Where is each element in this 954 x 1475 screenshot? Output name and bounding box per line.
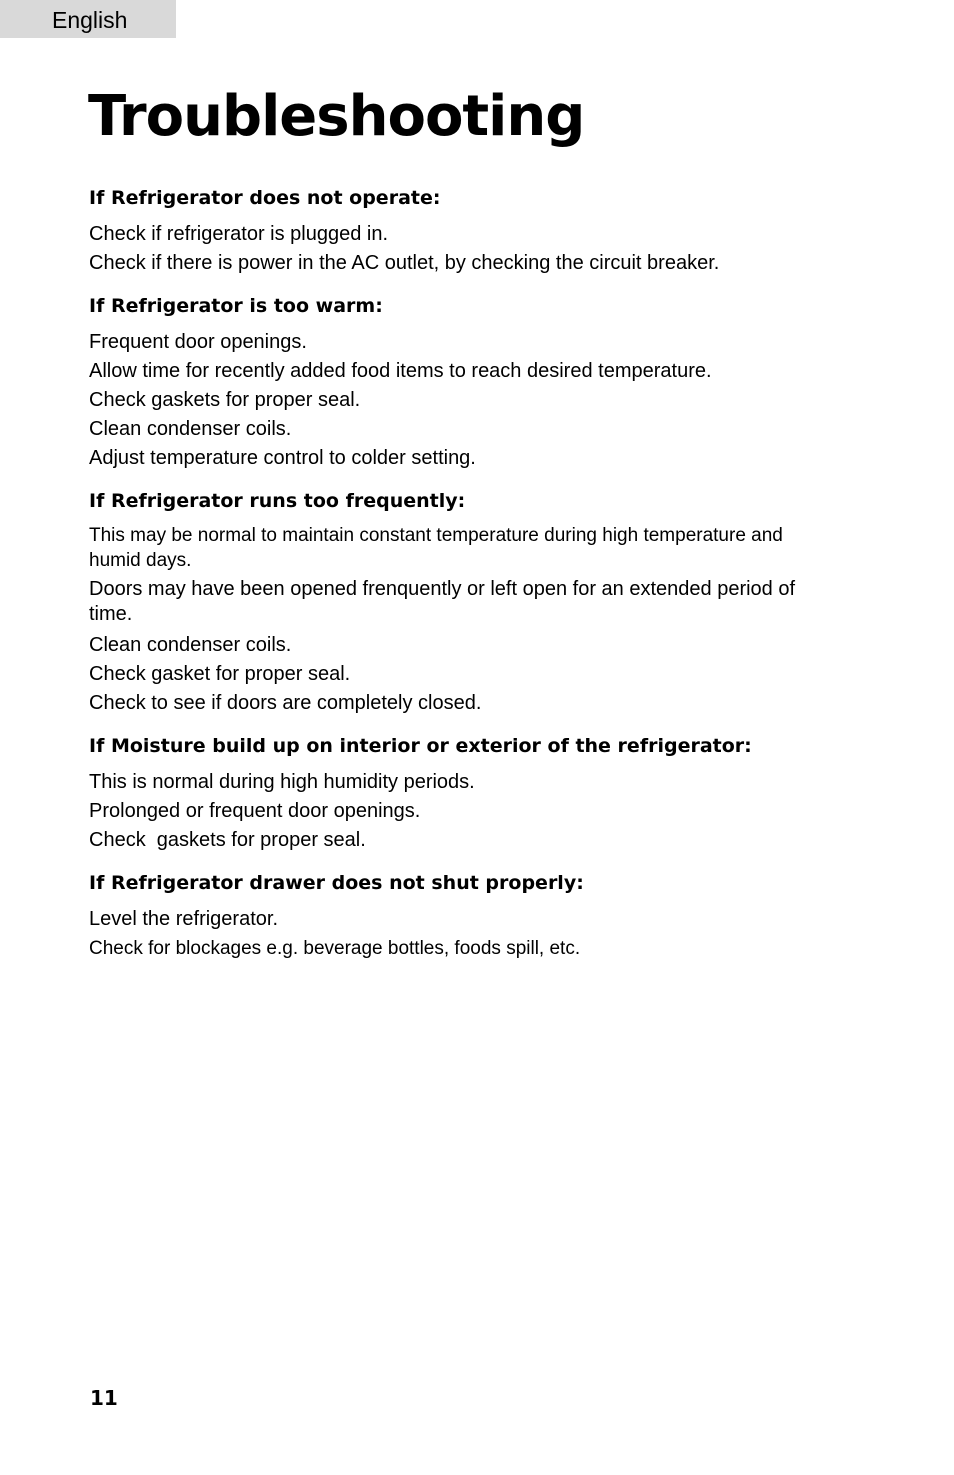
section-line: Allow time for recently added food items to reach desired temperature. <box>89 360 712 382</box>
section-heading: If Refrigerator drawer does not shut properly: <box>89 872 584 894</box>
section-line: Check to see if doors are completely closed. <box>89 692 482 714</box>
section-line: Level the refrigerator. <box>89 908 278 930</box>
section-line: Adjust temperature control to colder setting. <box>89 447 476 469</box>
section-too-warm <box>89 292 829 473</box>
section-line: Prolonged or frequent door openings. <box>89 800 421 822</box>
section-moisture <box>89 732 829 855</box>
section-does-not-operate <box>89 184 829 278</box>
section-line: Frequent door openings. <box>89 331 307 353</box>
section-heading: If Refrigerator runs too frequently: <box>89 490 466 512</box>
section-line: This is normal during high humidity periods. <box>89 771 475 793</box>
section-line: Check gaskets for proper seal. <box>89 829 366 851</box>
section-line: Check if there is power in the AC outlet, by checking the circuit breaker. <box>89 252 720 274</box>
language-tab: English <box>0 0 176 38</box>
page-title: Troubleshooting <box>88 84 585 149</box>
page-number: 11 <box>90 1386 118 1410</box>
section-heading: If Refrigerator does not operate: <box>89 187 441 209</box>
section-heading: If Moisture build up on interior or exterior of the refrigerator: <box>89 735 752 757</box>
section-line: Clean condenser coils. <box>89 418 292 440</box>
section-line: Check if refrigerator is plugged in. <box>89 223 389 245</box>
section-line: Check gaskets for proper seal. <box>89 389 361 411</box>
section-heading: If Refrigerator is too warm: <box>89 295 383 317</box>
section-line: Check gasket for proper seal. <box>89 663 351 685</box>
section-line: Clean condenser coils. <box>89 634 292 656</box>
troubleshooting-content <box>89 184 829 977</box>
section-line: Check for blockages e.g. beverage bottles, foods spill, etc. <box>89 938 581 959</box>
section-drawer <box>89 869 829 963</box>
section-runs-too-frequently <box>89 487 829 718</box>
section-line: Doors may have been opened frenquently or left open for an extended period of time. <box>89 578 796 625</box>
section-line: This may be normal to maintain constant temperature during high temperature and humid days. <box>89 525 783 571</box>
